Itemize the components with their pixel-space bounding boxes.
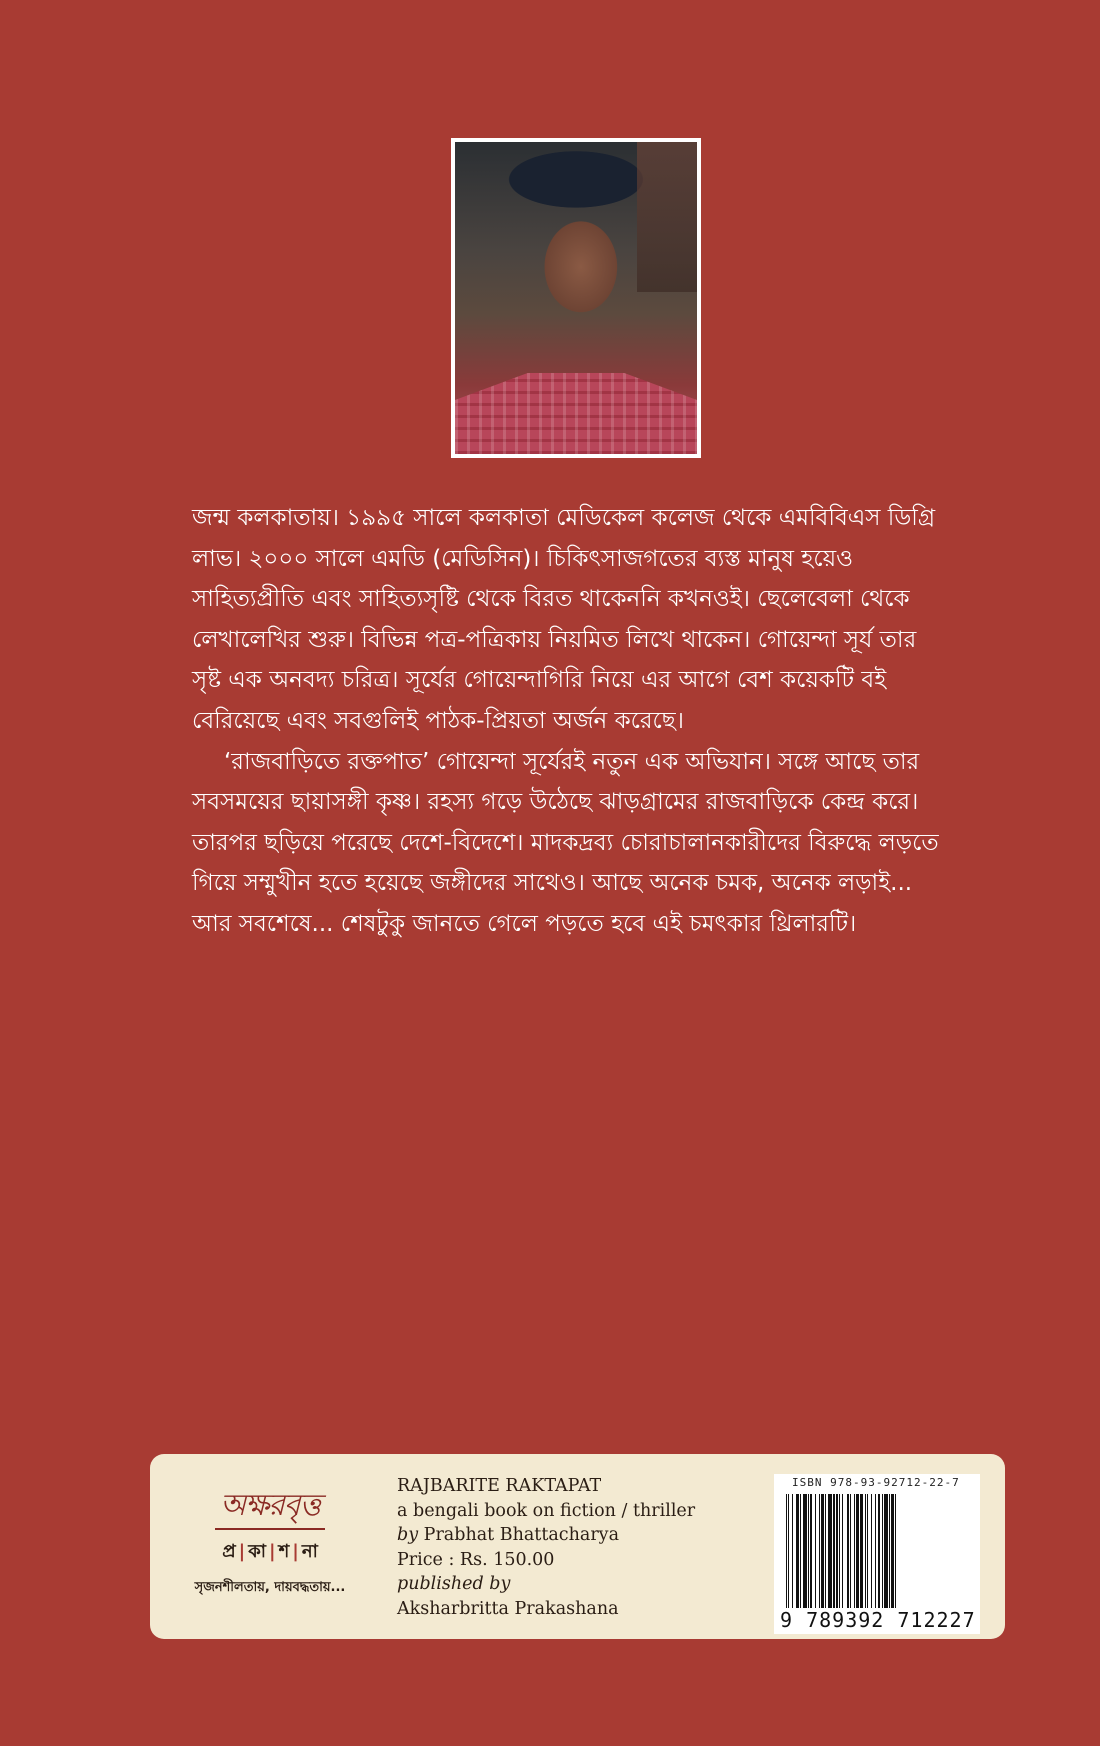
bio-paragraph-1: জন্ম কলকাতায়। ১৯৯৫ সালে কলকাতা মেডিকেল কলেজ থেকে এমবিবিএস ডিগ্রি লাভ। ২০০০ সালে এমডি (মেডিসিন)। চিকিৎসাজগতের ব্যস্ত মানুষ হয়েও সাহিত্যপ্রীতি এবং সাহিত্যসৃষ্টি থেকে বিরত থাকেননি কখনওই। ছেলেবেলা থেকে লেখালেখির শুরু। বিভিন্ন পত্র-পত্রিকায় নিয়মিত লিখে থাকেন। গোয়েন্দা সূর্য তার সৃষ্ট এক অনবদ্য চরিত্র। সূর্যের গোয়েন্দাগিরি নিয়ে এর আগে বেশ কয়েকটি বই বেরিয়েছে এবং সবগুলিই পাঠক-প্রিয়তা অর্জন করেছে। [192, 505, 936, 734]
author-photo-frame [451, 138, 701, 458]
publisher-logo-script: অক্ষরবৃত্ত [220, 1488, 320, 1523]
publisher-logo [190, 1484, 350, 1624]
author-line [397, 1523, 737, 1548]
bio-paragraph-2: ‘রাজবাড়িতে রক্তপাত’ গোয়েন্দা সূর্যেরই নতুন এক অভিযান। সঙ্গে আছে তার সবসময়ের ছায়াসঙ্গী কৃষ্ণ। রহস্য গড়ে উঠেছে ঝাড়গ্রামের রাজবাড়িকে কেন্দ্র করে। তারপর ছড়িয়ে পরেছে দেশে-বিদেশে। মাদকদ্রব্য চোরাচালানকারীদের বিরুদ্ধে লড়তে গিয়ে সম্মুখীন হতে হয়েছে জঙ্গীদের সাথেও। আছে অনেক চমক, অনেক লড়াই... আর সবশেষে... শেষটুকু জানতে গেলে পড়তে হবে এই চমৎকার থ্রিলারটি। [192, 748, 939, 937]
by-label: by [397, 1525, 419, 1545]
publisher-tagline: সৃজনশীলতায়, দায়বদ্ধতায়... [194, 1580, 346, 1595]
book-info [397, 1474, 737, 1621]
photo-shirt [455, 364, 697, 454]
barcode [774, 1474, 980, 1634]
logo-syllable: না [301, 1541, 318, 1562]
isbn-label: ISBN 978-93-92712-22-7 [792, 1476, 960, 1489]
book-price: Price : Rs. 150.00 [397, 1549, 555, 1570]
author-name: Prabhat Bhattacharya [423, 1525, 620, 1545]
logo-underline [215, 1528, 325, 1530]
barcode-bars [786, 1494, 970, 1610]
logo-syllable: শ [278, 1541, 290, 1562]
logo-syllable: কা [248, 1541, 267, 1562]
logo-separator: | [238, 1541, 246, 1562]
logo-separator: | [292, 1541, 299, 1562]
author-photo [455, 142, 697, 454]
photo-background-arch [637, 142, 697, 292]
author-bio [192, 498, 952, 945]
publisher-logo-syllables [190, 1538, 350, 1566]
book-title: RAJBARITE RAKTAPAT [397, 1476, 602, 1496]
logo-separator: | [269, 1541, 276, 1562]
book-genre: a bengali book on fiction / thriller [397, 1500, 696, 1521]
publisher-name: Aksharbritta Prakashana [397, 1598, 619, 1619]
published-by-label: published by [397, 1574, 511, 1594]
logo-syllable: প্র [222, 1541, 236, 1562]
info-panel [150, 1454, 1005, 1639]
barcode-bar [896, 1494, 898, 1610]
barcode-number: 9 789392 712227 [780, 1608, 976, 1632]
